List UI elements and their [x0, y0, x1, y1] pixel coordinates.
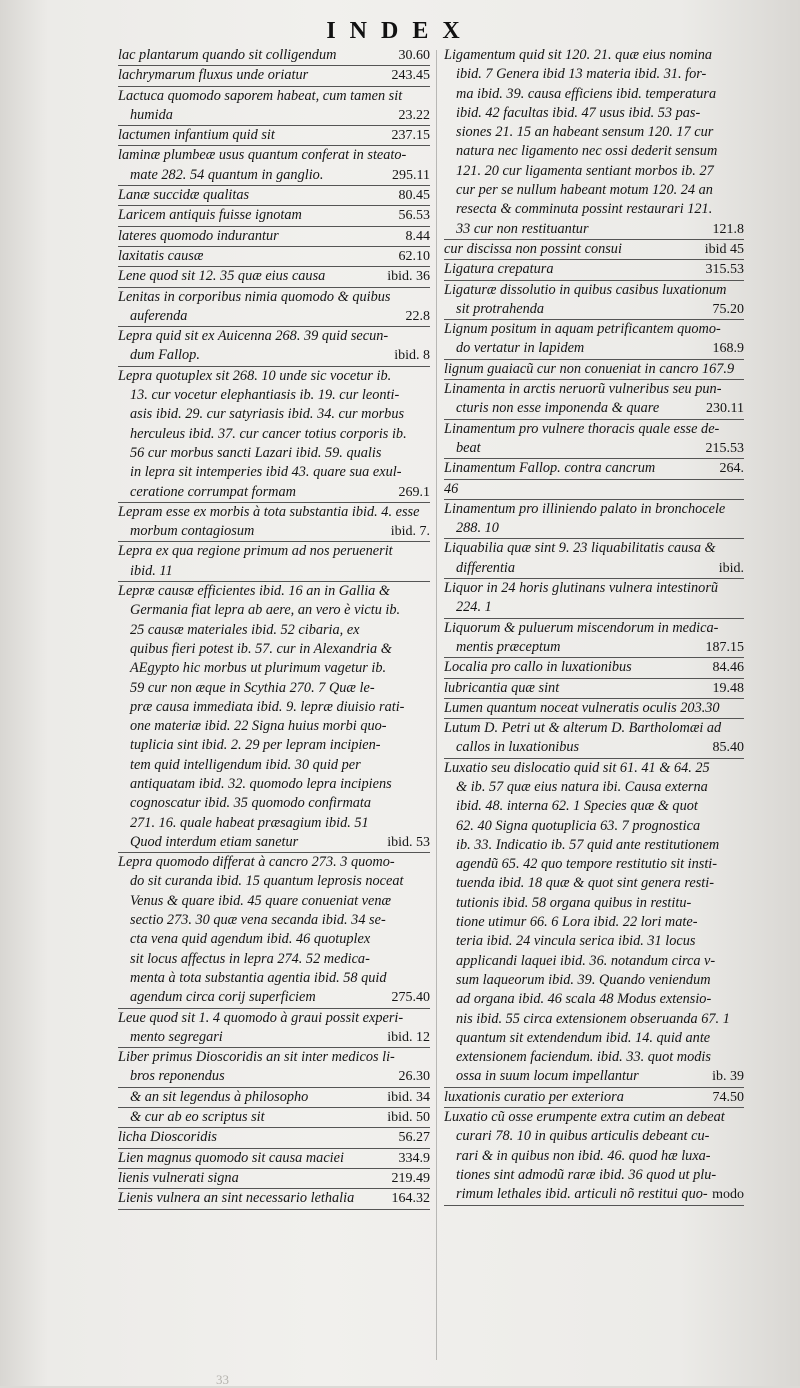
index-page-ref: 19.48: [712, 680, 744, 696]
page-header: INDEX: [326, 18, 474, 44]
right-index-column: [444, 46, 744, 1206]
index-entry-line: Linamentum pro illiniendo palato in bronchocele: [444, 500, 726, 517]
index-entry-line: cturis non esse imponenda & quare: [456, 400, 660, 417]
index-entry-line: Linamentum pro vulnere thoracis quale esse de-: [444, 420, 720, 437]
index-page-ref: 30.60: [398, 48, 430, 63]
index-entry: [118, 227, 430, 247]
page-mark: 33: [216, 1372, 229, 1387]
index-entry-line: Lepra ex qua regione primum ad nos peruenerit: [118, 543, 393, 560]
index-entry: [444, 260, 744, 280]
index-entry: [118, 1149, 430, 1169]
index-entry-line: luxationis curatio per exteriora: [444, 1088, 624, 1105]
index-page-ref: 315.53: [705, 262, 744, 278]
index-entry-line: auferenda: [130, 307, 188, 324]
index-entry-line: tiones sint admodũ raræ ibid. 36 quod ut plu-: [456, 1166, 717, 1183]
index-entry: [118, 66, 430, 86]
index-page-ref: 56.27: [398, 1130, 430, 1146]
index-entry: [444, 679, 744, 699]
index-entry-line: sectio 273. 30 quæ vena secanda ibid. 34 se-: [130, 912, 386, 929]
index-entry-line: cognoscatur ibid. 35 quomodo confirmata: [130, 795, 372, 812]
index-entry-line: agendũ 65. 42 quo tempore restitutio sit insti-: [456, 856, 718, 873]
index-entry-line: quantum sit extendendum ibid. 14. quid ante: [456, 1029, 711, 1046]
index-entry: [118, 1108, 430, 1128]
index-page-ref: ibid. 50: [387, 1110, 430, 1126]
index-page-ref: ibid. 7.: [390, 524, 430, 540]
index-entry-line: quibus fieri potest ib. 57. cur in Alexandria &: [130, 640, 392, 657]
index-entry: [118, 582, 430, 853]
index-entry: [118, 367, 430, 503]
index-entry-line: Lumen quantum noceat vulneratis oculis 203.30: [444, 699, 720, 716]
index-entry-line: asis ibid. 29. cur satyriasis ibid. 34. cur morbus: [130, 406, 405, 423]
index-entry-line: mentis præceptum: [456, 638, 561, 655]
index-entry-line: tuplicia sint ibid. 2. 29 per lepram incipien-: [130, 737, 381, 754]
index-entry-line: & ib. 57 quæ eius natura ibi. Causa externa: [456, 778, 708, 795]
index-entry: [444, 699, 744, 719]
index-entry-line: præ causa immediata ibid. 9. lepræ diuisio rati-: [130, 698, 405, 715]
index-entry-line: 33 cur non restituantur: [456, 220, 589, 237]
index-page-ref: 215.53: [705, 440, 744, 456]
index-entry-line: 288. 10: [456, 520, 499, 537]
index-entry: [118, 1088, 430, 1108]
index-entry-line: Germania fiat lepra ab aere, an vero è victu ib.: [130, 602, 401, 619]
index-entry: [118, 1189, 430, 1209]
index-entry-line: Liquabilia quæ sint 9. 23 liquabilitatis causa &: [444, 540, 716, 557]
index-page-ref: 187.15: [705, 639, 744, 655]
index-entry: [444, 500, 744, 540]
index-page-ref: ibid. 12: [387, 1029, 430, 1045]
index-entry-line: Lienis vulnera an sint necessario lethalia: [118, 1190, 355, 1207]
index-page-ref: 26.30: [398, 1069, 430, 1085]
index-entry: [444, 281, 744, 321]
index-entry-line: bros reponendus: [130, 1068, 225, 1085]
index-entry-line: cur per se nullum habeant motum 120. 24 an: [456, 182, 713, 199]
index-page-ref: 168.9: [712, 341, 744, 357]
index-entry: [444, 360, 744, 380]
index-entry-line: Lanæ succidæ qualitas: [118, 187, 250, 204]
index-entry-line: agendum circa corij superficiem: [130, 989, 316, 1006]
index-page-ref: 334.9: [398, 1150, 430, 1166]
index-page-ref: 121.8: [712, 221, 744, 237]
index-entry-line: dum Fallop.: [130, 347, 200, 364]
index-entry-line: natura nec ligamento nec ossi dederit sensum: [456, 143, 718, 160]
index-entry-line: licha Dioscoridis: [118, 1129, 217, 1146]
index-page-ref: modo: [712, 1187, 744, 1203]
index-entry-line: tem quid intelligendum ibid. 30 quid per: [130, 756, 361, 773]
index-page-ref: ibid. 8: [394, 348, 430, 364]
index-page-ref: ib. 39: [712, 1069, 744, 1085]
index-page-ref: 269.1: [398, 484, 430, 500]
index-entry-line: humida: [130, 106, 173, 123]
index-entry-line: in lepra sit intemperies ibid 43. quare sua exul-: [130, 464, 402, 481]
index-entry-line: ad organa ibid. 46 scala 48 Modus extensio-: [456, 991, 712, 1008]
index-entry: [118, 247, 430, 267]
index-page-ref: 8.44: [405, 228, 430, 244]
index-entry: [444, 480, 744, 500]
index-entry: [118, 87, 430, 127]
index-entry-line: sit protrahenda: [456, 300, 545, 317]
index-page-ref: 62.10: [398, 248, 430, 264]
index-entry: [118, 1128, 430, 1148]
index-entry-line: Linamenta in arctis neruorũ vulneribus seu pun-: [444, 381, 722, 398]
index-entry-line: ibid. 11: [130, 562, 173, 579]
index-entry-line: lignum guaiacũ cur non conueniat in cancro 167.9: [444, 360, 735, 377]
index-entry-line: nis ibid. 55 circa extensionem obseruanda 67. 1: [456, 1010, 730, 1027]
index-entry-line: siones 21. 15 an habeant sensum 120. 17 cur: [456, 124, 714, 141]
index-page-ref: ibid.: [718, 560, 744, 576]
index-entry-line: Localia pro callo in luxationibus: [444, 659, 632, 676]
index-entry: [444, 240, 744, 260]
index-entry-line: Laricem antiquis fuisse ignotam: [118, 207, 302, 224]
index-entry-line: Ligatura crepatura: [444, 261, 554, 278]
index-entry: [118, 853, 430, 1008]
index-entry-line: tione utimur 66. 6 Lora ibid. 22 lori mate-: [456, 914, 698, 931]
index-page-ref: 23.22: [398, 107, 430, 123]
index-entry: [118, 1009, 430, 1049]
index-entry: [118, 542, 430, 582]
index-entry-line: lactumen infantium quid sit: [118, 127, 275, 144]
index-entry-line: curari 78. 10 in quibus articulis debeant cu-: [456, 1128, 710, 1145]
index-entry-line: do vertatur in lapidem: [456, 340, 585, 357]
left-index-column: [118, 46, 430, 1210]
index-entry-line: ceratione corrumpat formam: [130, 483, 296, 500]
index-entry-line: Leue quod sit 1. 4 quomodo à graui possit experi-: [118, 1009, 404, 1026]
index-entry-line: 224. 1: [456, 599, 492, 616]
index-entry-line: tutionis ibid. 58 organa quibus in restitu-: [456, 894, 692, 911]
index-entry-line: teria ibid. 24 vincula serica ibid. 31 locus: [456, 933, 696, 950]
index-entry-line: rari & in quibus non ibid. 46. quod hæ luxa-: [456, 1147, 711, 1164]
index-entry-line: mento segregari: [130, 1028, 223, 1045]
index-entry-line: cta vena quid agendum ibid. 46 quotuplex: [130, 931, 371, 948]
index-entry-line: 25 causæ materiales ibid. 52 cibaria, ex: [130, 621, 360, 638]
index-page-ref: ibid. 36: [387, 269, 430, 285]
index-page-ref: 237.15: [391, 128, 430, 144]
index-entry-line: Lepram esse ex morbis à tota substantia ibid. 4. esse: [118, 503, 420, 520]
index-entry: [444, 380, 744, 420]
index-entry-line: differentia: [456, 559, 516, 576]
index-page-ref: 243.45: [391, 68, 430, 84]
index-page-ref: 84.46: [712, 660, 744, 676]
index-entry-line: & cur ab eo scriptus sit: [130, 1109, 265, 1126]
index-entry-line: sum laqueorum ibid. 39. Quando veniendum: [456, 971, 711, 988]
index-page-ref: 75.20: [712, 301, 744, 317]
index-entry-line: Lien magnus quomodo sit causa maciei: [118, 1149, 344, 1166]
index-entry-line: & an sit legendus à philosopho: [130, 1088, 309, 1105]
index-entry-line: ma ibid. 39. causa efficiens ibid. temperatura: [456, 85, 717, 102]
index-page-ref: 56.53: [398, 208, 430, 224]
index-page-ref: 85.40: [712, 740, 744, 756]
index-entry-line: ibid. 42 facultas ibid. 47 usus ibid. 53 pas-: [456, 104, 701, 121]
index-entry-line: rimum lethales ibid. articuli nõ restitui quo-: [456, 1186, 708, 1203]
index-entry-line: herculeus ibid. 37. cur cancer totius corporis ib.: [130, 425, 407, 442]
index-entry: [444, 579, 744, 619]
index-entry-line: Linamentum Fallop. contra cancrum: [444, 460, 656, 477]
index-entry-line: 271. 16. quale habeat præsagium ibid. 51: [130, 814, 369, 831]
index-entry-line: Venus & quare ibid. 45 quare conueniat venæ: [130, 892, 392, 909]
index-entry-line: resecta & comminuta possint restaurari 121.: [456, 201, 713, 218]
index-page-ref: 164.32: [391, 1191, 430, 1207]
index-entry-line: Lepra quid sit ex Auicenna 268. 39 quid secun-: [118, 328, 389, 345]
index-entry-line: AEgypto hic morbus ut plurimum vagetur ib.: [130, 660, 387, 677]
index-entry-line: Lene quod sit 12. 35 quæ eius causa: [118, 268, 326, 285]
index-entry-line: Liquorum & puluerum miscendorum in medica-: [444, 619, 719, 636]
index-entry-line: 121. 20 cur ligamenta sentiant morbos ib. 27: [456, 162, 714, 179]
index-entry-line: lateres quomodo indurantur: [118, 227, 279, 244]
index-entry-line: lachrymarum fluxus unde oriatur: [118, 67, 309, 84]
index-page-ref: ibid 45: [704, 241, 744, 257]
index-entry: [444, 619, 744, 659]
index-entry-line: Liquor in 24 horis glutinans vulnera intestinorũ: [444, 580, 719, 597]
index-entry: [118, 288, 430, 328]
index-entry-line: 62. 40 Signa quotuplicia 63. 7 prognostica: [456, 817, 701, 834]
index-entry: [118, 206, 430, 226]
index-entry: [118, 46, 430, 66]
index-entry-line: callos in luxationibus: [456, 739, 580, 756]
index-entry-line: do sit curanda ibid. 15 quantum leprosis noceat: [130, 873, 404, 890]
index-page-ref: 219.49: [391, 1170, 430, 1186]
index-entry-line: Lepra quotuplex sit 268. 10 unde sic vocetur ib.: [118, 367, 392, 384]
index-entry: [444, 539, 744, 579]
index-entry-line: laminæ plumbeæ usus quantum conferat in steato-: [118, 147, 407, 164]
index-entry: [118, 327, 430, 367]
index-entry: [118, 503, 430, 543]
index-page-ref: 264.: [719, 461, 744, 477]
index-entry: [118, 146, 430, 186]
index-entry-line: Lactuca quomodo saporem habeat, cum tamen sit: [118, 87, 403, 104]
column-divider: [436, 50, 437, 1360]
index-entry-line: ibid. 7 Genera ibid 13 materia ibid. 31. for-: [456, 66, 707, 83]
index-entry-line: Luxatio seu dislocatio quid sit 61. 41 & 64. 25: [444, 759, 710, 776]
index-entry-line: 56 cur morbus sancti Lazari ibid. 59. qualis: [130, 444, 382, 461]
index-entry: [444, 759, 744, 1088]
index-entry-line: laxitatis causæ: [118, 247, 204, 264]
index-entry-line: morbum contagiosum: [130, 523, 255, 540]
index-entry-line: applicandi laquei ibid. 36. notandum circa v-: [456, 952, 716, 969]
index-entry: [118, 1048, 430, 1088]
index-page-ref: ibid. 34: [387, 1089, 430, 1105]
index-entry: [444, 420, 744, 460]
index-entry: [444, 46, 744, 240]
index-entry-line: ibid. 48. interna 62. 1 Species quæ & quot: [456, 798, 698, 815]
index-entry: [444, 1088, 744, 1108]
index-page-ref: 80.45: [398, 188, 430, 204]
index-entry-line: Liber primus Dioscoridis an sit inter medicos li-: [118, 1049, 395, 1066]
index-entry-line: Lepræ causæ efficientes ibid. 16 an in Gallia &: [118, 583, 391, 600]
index-entry-line: lac plantarum quando sit colligendum: [118, 47, 337, 63]
index-entry-line: Lenitas in corporibus nimia quomodo & quibus: [118, 288, 391, 305]
index-entry-line: lubricantia quæ sint: [444, 679, 560, 696]
index-entry-line: Lepra quomodo differat à cancro 273. 3 quomo-: [118, 854, 395, 871]
index-page-ref: 275.40: [391, 990, 430, 1006]
index-entry: [118, 1169, 430, 1189]
index-page-ref: 295.11: [392, 167, 430, 183]
index-entry-line: 13. cur vocetur elephantiasis ib. 19. cur leonti-: [130, 387, 400, 404]
index-entry-line: menta à tota substantia agentia ibid. 58 quid: [130, 969, 387, 986]
index-entry: [118, 267, 430, 287]
index-entry: [444, 320, 744, 360]
index-entry-line: tuenda ibid. 18 quæ & quot sint genera resti-: [456, 875, 714, 892]
index-entry-line: Lutum D. Petri ut & alterum D. Bartholomæi ad: [444, 720, 722, 737]
index-entry: [444, 658, 744, 678]
index-entry: [444, 1108, 744, 1205]
index-entry-line: Ligamentum quid sit 120. 21. quæ eius nomina: [444, 47, 713, 63]
index-entry-line: cur discissa non possint consui: [444, 240, 622, 257]
index-page-ref: 230.11: [706, 401, 744, 417]
index-entry: [118, 186, 430, 206]
index-entry-line: beat: [456, 439, 481, 456]
index-page-ref: 74.50: [712, 1089, 744, 1105]
index-entry-line: sit locus affectus in lepra 274. 52 medica-: [130, 950, 370, 967]
index-entry-line: one materiæ ibid. 22 Signa huius morbi quo-: [130, 718, 387, 735]
index-entry-line: mate 282. 54 quantum in ganglio.: [130, 166, 324, 183]
index-entry-line: Lignum positum in aquam petrificantem quomo-: [444, 321, 721, 338]
index-page-ref: 22.8: [405, 308, 430, 324]
index-entry-line: 46: [444, 480, 459, 497]
index-entry-line: Luxatio cũ osse erumpente extra cutim an debeat: [444, 1109, 725, 1126]
index-entry-line: extensionem faciendum. ibid. 33. quot modis: [456, 1049, 711, 1066]
index-entry-line: Ligaturæ dissolutio in quibus casibus luxationum: [444, 281, 727, 298]
index-entry-line: 59 cur non æque in Scythia 270. 7 Quæ le-: [130, 679, 375, 696]
index-entry-line: lienis vulnerati signa: [118, 1169, 239, 1186]
index-entry-line: ib. 33. Indicatio ib. 57 quid ante restitutionem: [456, 836, 720, 853]
index-entry: [118, 126, 430, 146]
index-entry: [444, 459, 744, 479]
index-page-ref: ibid. 53: [387, 834, 430, 850]
index-entry-line: ossa in suum locum impellantur: [456, 1068, 639, 1085]
index-entry: [444, 719, 744, 759]
index-entry-line: antiquatam ibid. 32. quomodo lepra incipiens: [130, 775, 392, 792]
index-entry-line: Quod interdum etiam sanetur: [130, 833, 299, 850]
